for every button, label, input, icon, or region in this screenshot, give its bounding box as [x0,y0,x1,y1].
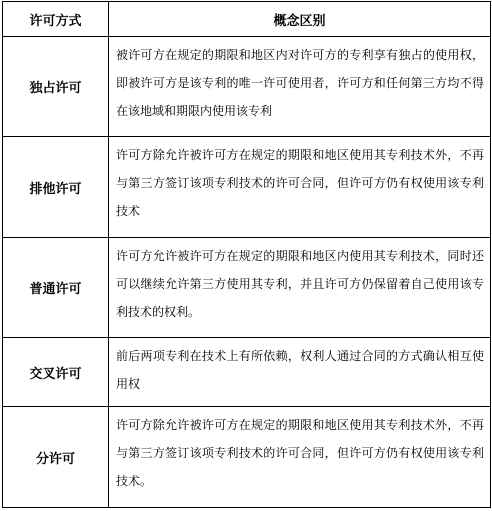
concept-description-cell: 被许可方在规定的期限和地区内对许可方的专利享有独占的使用权，即被许可方是该专利的唯一许可使用者，许可方和任何第三方均不得在该地域和期限内使用该专利 [109,37,491,137]
concept-description-cell: 许可方除允许被许可方在规定的期限和地区使用其专利技术外，不再与第三方签订该项专利技术的许可合同，但许可方仍有权使用该专利技术 [109,137,491,238]
license-type-cell: 独占许可 [3,37,109,137]
concept-description-cell: 许可方允许被许可方在规定的期限和地区内使用其专利技术，同时还可以继续允许第三方使用其专利，并且许可方仍保留着自己使用该专利技术的权利。 [109,238,491,338]
table-row [3,407,491,508]
table-header [3,2,491,37]
header-license-type: 许可方式 [3,2,109,37]
header-concept-difference: 概念区别 [109,2,491,37]
license-type-cell: 分许可 [3,407,109,508]
header-row [3,2,491,37]
table-row [3,238,491,338]
table-body [3,37,491,508]
concept-description-cell: 前后两项专利在技术上有所依赖，权利人通过合同的方式确认相互使用权 [109,338,491,407]
table-row [3,338,491,407]
license-comparison-table [2,1,491,508]
license-type-cell: 交叉许可 [3,338,109,407]
license-type-cell: 排他许可 [3,137,109,238]
table-row [3,37,491,137]
license-type-cell: 普通许可 [3,238,109,338]
concept-description-cell: 许可方除允许被许可方在规定的期限和地区使用其专利技术外，不再与第三方签订该项专利技术的许可合同，但许可方仍有权使用该专利技术。 [109,407,491,508]
table-row [3,137,491,238]
